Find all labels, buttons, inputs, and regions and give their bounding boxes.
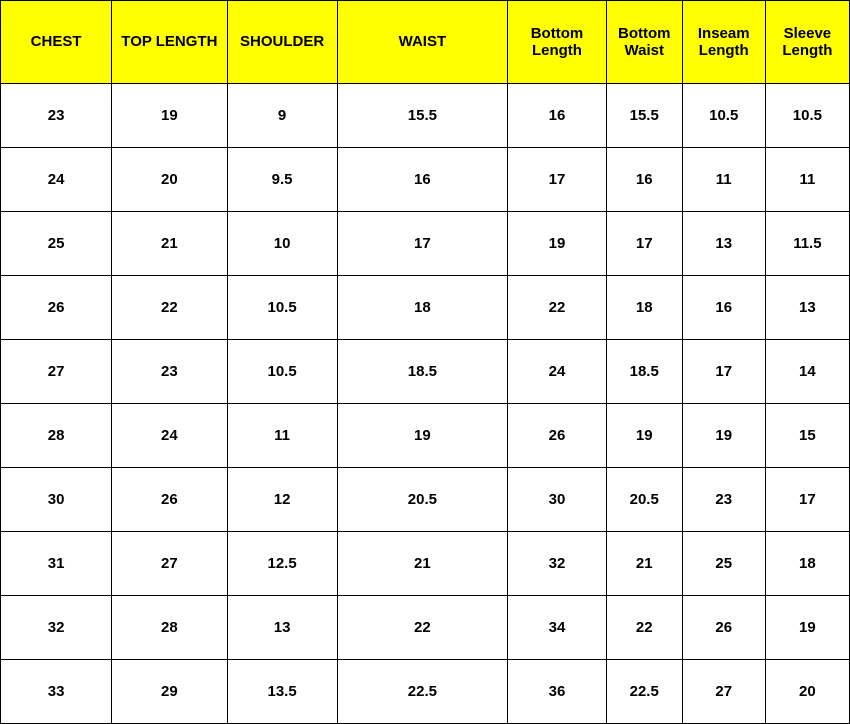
cell-chest: 26 xyxy=(1,276,112,340)
cell-inseam-length: 10.5 xyxy=(682,84,765,148)
cell-sleeve-length: 13 xyxy=(765,276,849,340)
cell-shoulder: 10.5 xyxy=(227,340,337,404)
cell-top-length: 22 xyxy=(112,276,227,340)
cell-chest: 28 xyxy=(1,404,112,468)
cell-sleeve-length: 11.5 xyxy=(765,212,849,276)
cell-top-length: 21 xyxy=(112,212,227,276)
table-row xyxy=(1,212,850,276)
cell-top-length: 20 xyxy=(112,148,227,212)
cell-waist: 16 xyxy=(337,148,507,212)
cell-bottom-waist: 15.5 xyxy=(606,84,682,148)
table-row xyxy=(1,532,850,596)
cell-inseam-length: 13 xyxy=(682,212,765,276)
column-header-top-length: TOP LENGTH xyxy=(112,1,227,84)
cell-inseam-length: 19 xyxy=(682,404,765,468)
cell-top-length: 24 xyxy=(112,404,227,468)
column-header-waist: WAIST xyxy=(337,1,507,84)
cell-chest: 32 xyxy=(1,596,112,660)
cell-shoulder: 12 xyxy=(227,468,337,532)
cell-waist: 15.5 xyxy=(337,84,507,148)
cell-sleeve-length: 14 xyxy=(765,340,849,404)
cell-inseam-length: 16 xyxy=(682,276,765,340)
cell-sleeve-length: 20 xyxy=(765,660,849,724)
cell-bottom-length: 32 xyxy=(508,532,607,596)
cell-waist: 19 xyxy=(337,404,507,468)
table-row xyxy=(1,596,850,660)
cell-shoulder: 13.5 xyxy=(227,660,337,724)
column-header-bottom-length: Bottom Length xyxy=(508,1,607,84)
cell-chest: 24 xyxy=(1,148,112,212)
cell-chest: 33 xyxy=(1,660,112,724)
cell-sleeve-length: 19 xyxy=(765,596,849,660)
table-row xyxy=(1,468,850,532)
cell-sleeve-length: 10.5 xyxy=(765,84,849,148)
header-row xyxy=(1,1,850,84)
cell-sleeve-length: 15 xyxy=(765,404,849,468)
cell-top-length: 26 xyxy=(112,468,227,532)
cell-chest: 25 xyxy=(1,212,112,276)
cell-bottom-waist: 19 xyxy=(606,404,682,468)
cell-bottom-waist: 22.5 xyxy=(606,660,682,724)
table-row xyxy=(1,148,850,212)
cell-bottom-length: 22 xyxy=(508,276,607,340)
column-header-chest: CHEST xyxy=(1,1,112,84)
cell-bottom-length: 17 xyxy=(508,148,607,212)
cell-waist: 20.5 xyxy=(337,468,507,532)
cell-bottom-length: 26 xyxy=(508,404,607,468)
cell-bottom-waist: 16 xyxy=(606,148,682,212)
cell-bottom-length: 30 xyxy=(508,468,607,532)
cell-bottom-length: 16 xyxy=(508,84,607,148)
column-header-inseam-length: Inseam Length xyxy=(682,1,765,84)
table-body xyxy=(1,84,850,724)
cell-shoulder: 13 xyxy=(227,596,337,660)
cell-shoulder: 10 xyxy=(227,212,337,276)
table-row xyxy=(1,404,850,468)
cell-inseam-length: 26 xyxy=(682,596,765,660)
cell-waist: 17 xyxy=(337,212,507,276)
cell-bottom-length: 19 xyxy=(508,212,607,276)
column-header-shoulder: SHOULDER xyxy=(227,1,337,84)
cell-bottom-length: 34 xyxy=(508,596,607,660)
cell-inseam-length: 23 xyxy=(682,468,765,532)
cell-top-length: 29 xyxy=(112,660,227,724)
cell-bottom-waist: 21 xyxy=(606,532,682,596)
cell-sleeve-length: 18 xyxy=(765,532,849,596)
table-row xyxy=(1,660,850,724)
cell-bottom-waist: 17 xyxy=(606,212,682,276)
cell-top-length: 19 xyxy=(112,84,227,148)
cell-waist: 22 xyxy=(337,596,507,660)
cell-shoulder: 11 xyxy=(227,404,337,468)
cell-sleeve-length: 17 xyxy=(765,468,849,532)
cell-top-length: 28 xyxy=(112,596,227,660)
cell-top-length: 23 xyxy=(112,340,227,404)
cell-sleeve-length: 11 xyxy=(765,148,849,212)
column-header-sleeve-length: Sleeve Length xyxy=(765,1,849,84)
cell-inseam-length: 11 xyxy=(682,148,765,212)
table-row xyxy=(1,276,850,340)
cell-inseam-length: 25 xyxy=(682,532,765,596)
cell-shoulder: 9 xyxy=(227,84,337,148)
cell-bottom-waist: 18.5 xyxy=(606,340,682,404)
cell-bottom-waist: 20.5 xyxy=(606,468,682,532)
cell-chest: 27 xyxy=(1,340,112,404)
cell-inseam-length: 17 xyxy=(682,340,765,404)
cell-top-length: 27 xyxy=(112,532,227,596)
cell-chest: 31 xyxy=(1,532,112,596)
table-row xyxy=(1,340,850,404)
cell-bottom-length: 24 xyxy=(508,340,607,404)
cell-waist: 18 xyxy=(337,276,507,340)
cell-waist: 18.5 xyxy=(337,340,507,404)
cell-bottom-length: 36 xyxy=(508,660,607,724)
column-header-bottom-waist: Bottom Waist xyxy=(606,1,682,84)
cell-chest: 30 xyxy=(1,468,112,532)
cell-bottom-waist: 22 xyxy=(606,596,682,660)
cell-waist: 22.5 xyxy=(337,660,507,724)
cell-shoulder: 12.5 xyxy=(227,532,337,596)
cell-shoulder: 9.5 xyxy=(227,148,337,212)
cell-waist: 21 xyxy=(337,532,507,596)
cell-bottom-waist: 18 xyxy=(606,276,682,340)
table-header xyxy=(1,1,850,84)
cell-shoulder: 10.5 xyxy=(227,276,337,340)
cell-inseam-length: 27 xyxy=(682,660,765,724)
table-row xyxy=(1,84,850,148)
cell-chest: 23 xyxy=(1,84,112,148)
